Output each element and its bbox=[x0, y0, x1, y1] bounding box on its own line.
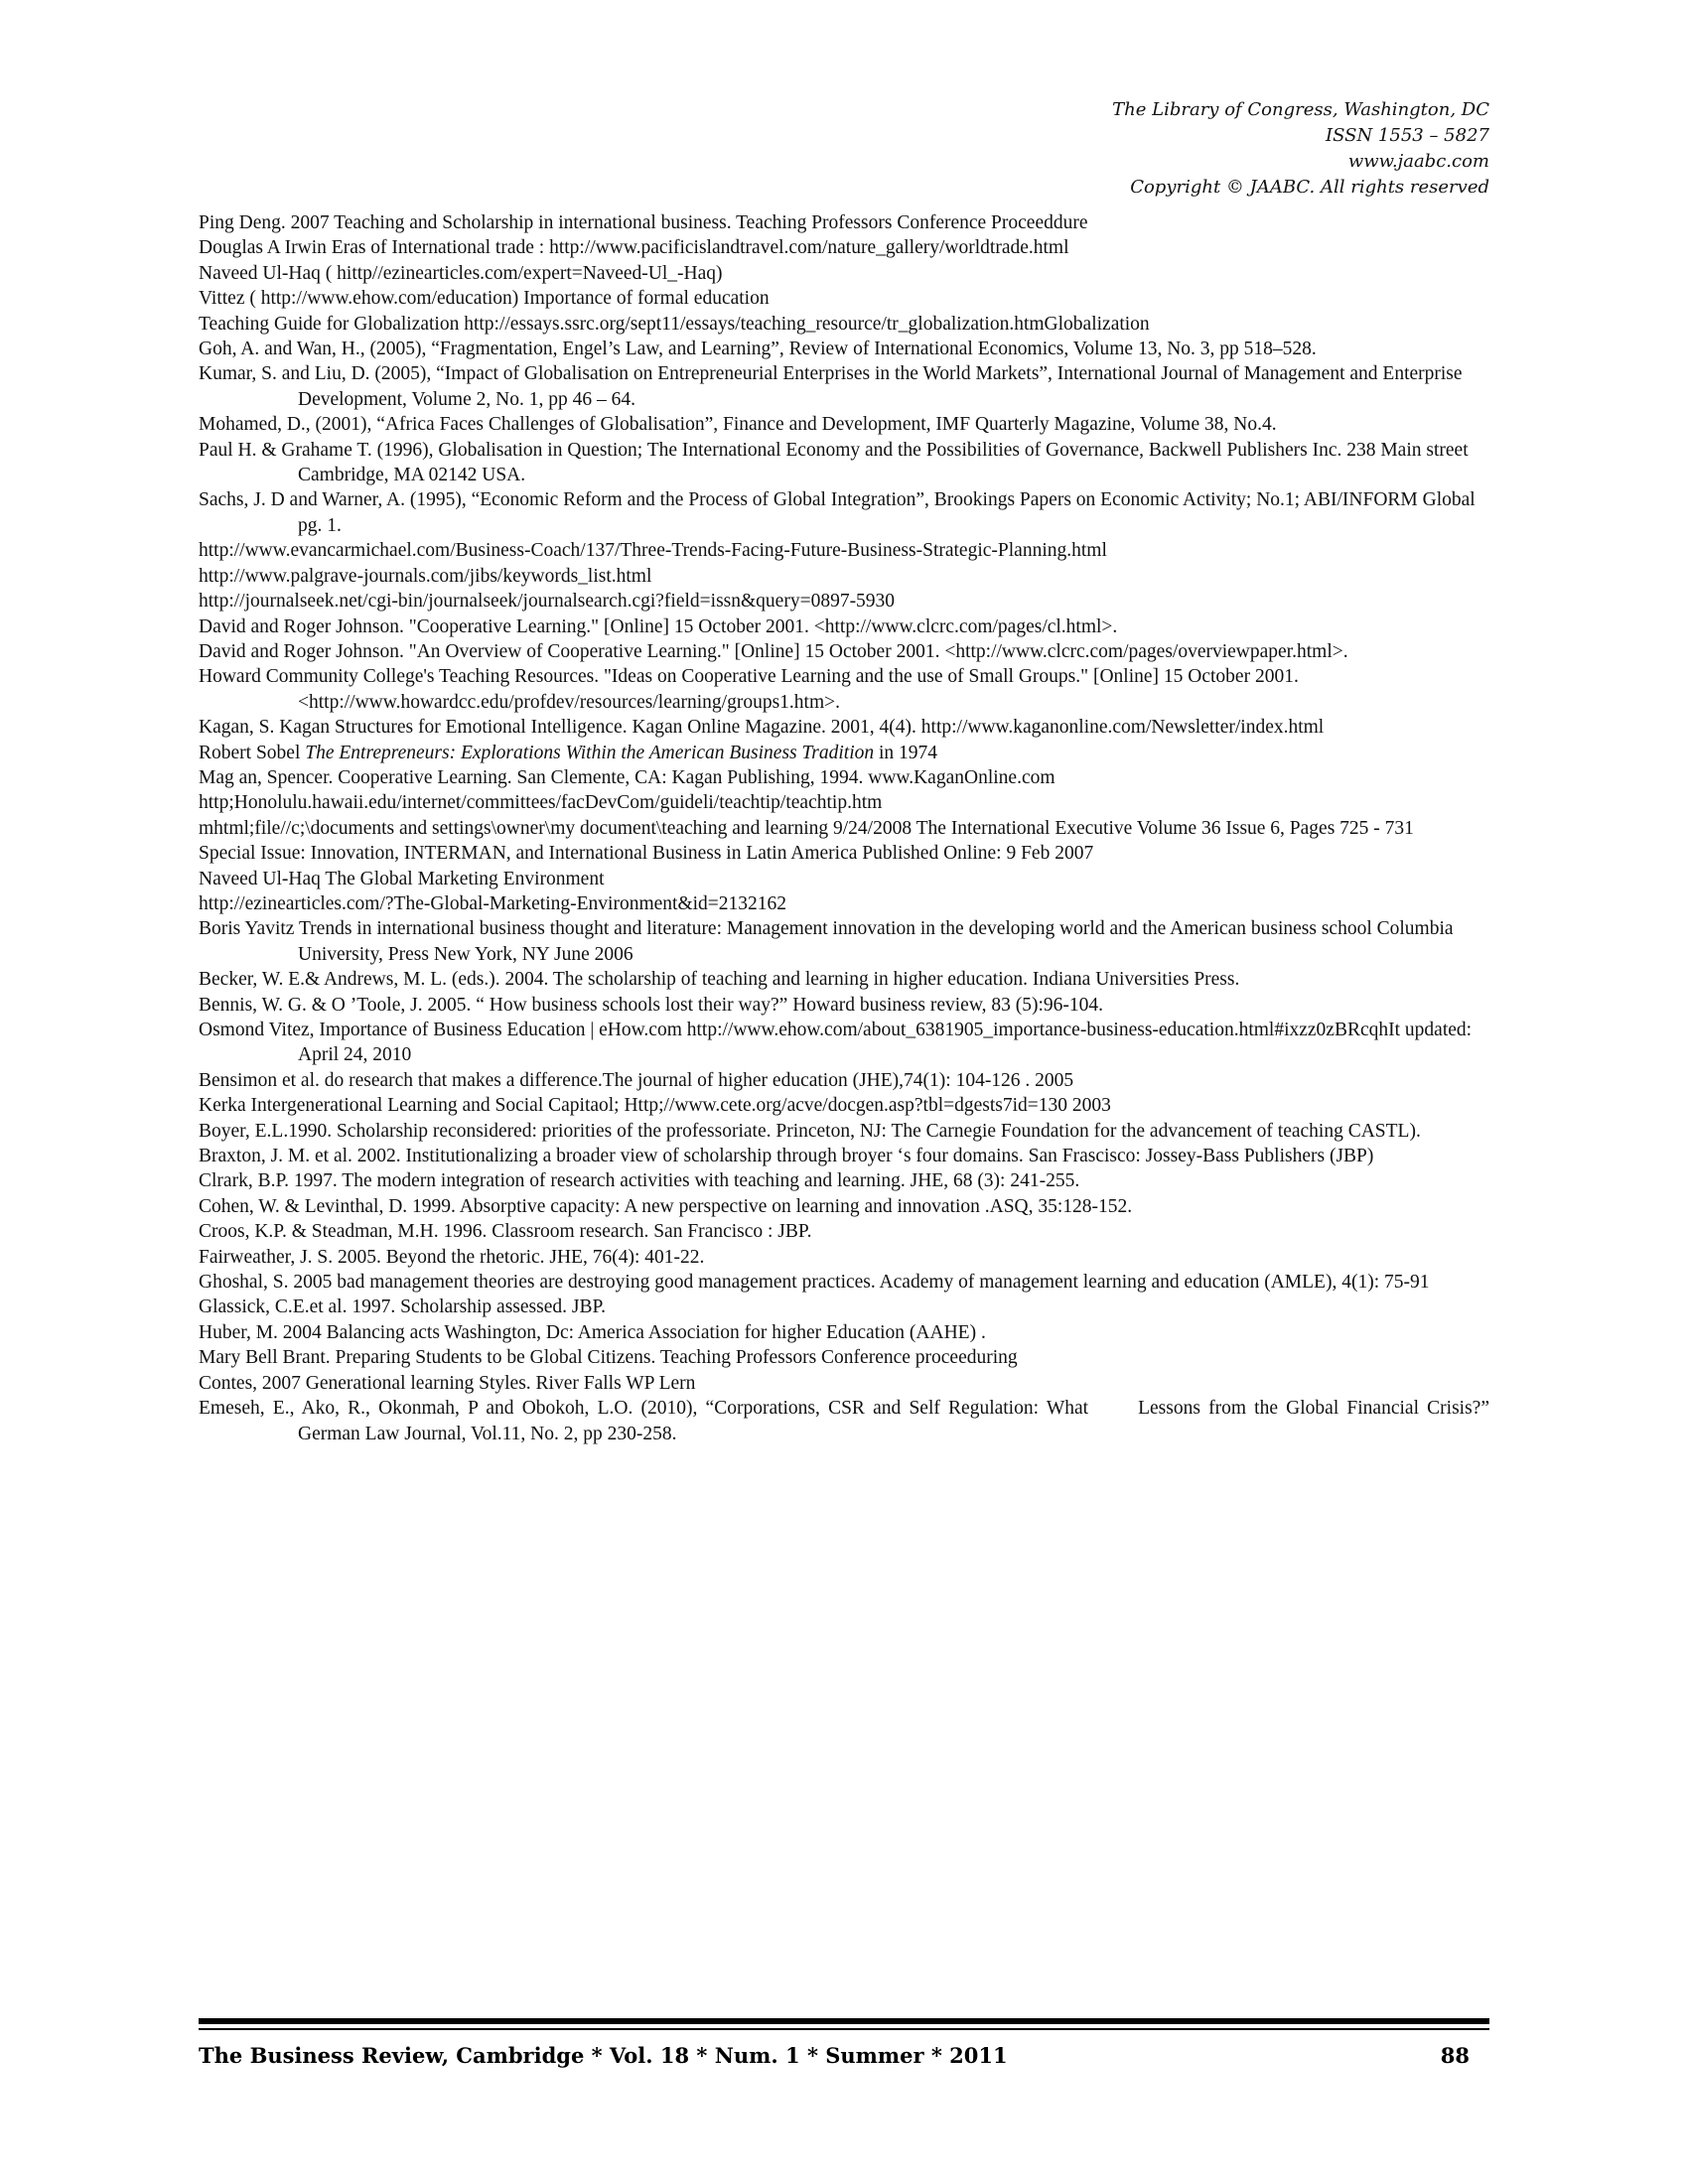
reference-part: Emeseh, E., Ako, R., Okonmah, P and Obokoh, L.O. (2010), “Corporations, CSR and Self Regulation: What bbox=[199, 1398, 1089, 1420]
reference-list bbox=[199, 210, 1489, 1446]
reference-item: Croos, K.P. & Steadman, M.H. 1996. Classroom research. San Francisco : JBP. bbox=[199, 1221, 812, 1243]
reference-item: Naveed Ul-Haq ( hittp//ezinearticles.com/expert=Naveed-Ul_-Haq) bbox=[199, 262, 723, 284]
reference-item: Cohen, W. & Levinthal, D. 1999. Absorptive capacity: A new perspective on learning and innovation .ASQ, 35:128-152. bbox=[199, 1195, 1133, 1217]
footer-rule-thin bbox=[199, 2028, 1489, 2030]
page-footer bbox=[199, 2043, 1470, 2079]
reference-item: Huber, M. 2004 Balancing acts Washington, Dc: America Association for higher Education (AAHE) . bbox=[199, 1321, 986, 1343]
reference-item: Naveed Ul-Haq The Global Marketing Environment bbox=[199, 868, 605, 889]
reference-item: Vittez ( http://www.ehow.com/education) Importance of formal education bbox=[199, 288, 770, 310]
reference-item: http;Honolulu.hawaii.edu/internet/committees/facDevCom/guideli/teachtip/teachtip.htm bbox=[199, 792, 883, 814]
reference-item: Goh, A. and Wan, H., (2005), “Fragmentation, Engel’s Law, and Learning”, Review of International Economics, Volume 13, No. 3, pp 518–528. bbox=[199, 339, 1317, 360]
reference-item: Ping Deng. 2007 Teaching and Scholarship in international business. Teaching Professors Conference Proceeddure bbox=[199, 212, 1088, 233]
reference-item: Bensimon et al. do research that makes a difference.The journal of higher education (JHE),74(1): 104-126 . 2005 bbox=[199, 1069, 1074, 1091]
reference-item: Ghoshal, S. 2005 bad management theories are destroying good management practices. Academy of management learning and education (AMLE), 4(1): 75-91 bbox=[199, 1272, 1430, 1294]
header-website: www.jaabc.com bbox=[1347, 151, 1489, 172]
reference-item: Mag an, Spencer. Cooperative Learning. San Clemente, CA: Kagan Publishing, 1994. www.KaganOnline.com bbox=[199, 766, 1055, 788]
reference-item: Glassick, C.E.et al. 1997. Scholarship assessed. JBP. bbox=[199, 1297, 607, 1318]
reference-item: Clrark, B.P. 1997. The modern integration of research activities with teaching and learning. JHE, 68 (3): 241-255. bbox=[199, 1170, 1080, 1192]
reference-item: Boris Yavitz Trends in international business thought and literature: Management innovation in the developing world and the American business school Columbia University, Press New York, NY June 2006 bbox=[199, 918, 1454, 965]
page-number: 88 bbox=[1440, 2043, 1470, 2068]
reference-item: Howard Community College's Teaching Resources. "Ideas on Cooperative Learning and the use of Small Groups." [Online] 15 October 2001. <http://www.howardcc.edu/profdev/resources/learning/groups1.htm>. bbox=[199, 666, 1299, 713]
reference-book-title: The Entrepreneurs: Explorations Within the American Business Tradition bbox=[305, 742, 875, 763]
reference-item: Osmond Vitez, Importance of Business Education | eHow.com http://www.ehow.com/about_6381905_importance-business-education.html#ixzz0zBRcqhIt updated: April 24, 2010 bbox=[199, 1020, 1473, 1066]
reference-item: mhtml;file//c;\documents and settings\owner\my document\teaching and learning 9/24/2008 The International Executive Volume 36 Issue 6, Pages 725 - 731 bbox=[199, 817, 1414, 839]
footer-rule-thick bbox=[199, 2018, 1489, 2024]
reference-item: http://www.palgrave-journals.com/jibs/keywords_list.html bbox=[199, 565, 652, 587]
reference-item: Kagan, S. Kagan Structures for Emotional Intelligence. Kagan Online Magazine. 2001, 4(4). http://www.kaganonline.com/Newsletter/index.html bbox=[199, 717, 1325, 739]
reference-item: Douglas A Irwin Eras of International trade : http://www.pacificislandtravel.com/nature_gallery/worldtrade.html bbox=[199, 237, 1069, 259]
reference-item: Kerka Intergenerational Learning and Social Capitaol; Http;//www.cete.org/acve/docgen.asp?tbl=dgests7id=130 2003 bbox=[199, 1095, 1111, 1117]
reference-item: Fairweather, J. S. 2005. Beyond the rhetoric. JHE, 76(4): 401-22. bbox=[199, 1246, 705, 1268]
reference-item: Mohamed, D., (2001), “Africa Faces Challenges of Globalisation”, Finance and Development, IMF Quarterly Magazine, Volume 38, No.4. bbox=[199, 414, 1277, 436]
header-library: The Library of Congress, Washington, DC bbox=[1112, 99, 1489, 120]
reference-item: http://www.evancarmichael.com/Business-Coach/137/Three-Trends-Facing-Future-Business-Strategic-Planning.html bbox=[199, 540, 1107, 562]
reference-item: Bennis, W. G. & O ’Toole, J. 2005. “ How business schools lost their way?” Howard business review, 83 (5):96-104. bbox=[199, 994, 1104, 1016]
reference-item bbox=[199, 741, 1489, 765]
reference-item: http://journalseek.net/cgi-bin/journalseek/journalsearch.cgi?field=issn&query=0897-5930 bbox=[199, 591, 896, 613]
header-copyright: Copyright © JAABC. All rights reserved bbox=[1130, 177, 1489, 198]
reference-year: in 1974 bbox=[874, 742, 938, 763]
reference-item: Mary Bell Brant. Preparing Students to be Global Citizens. Teaching Professors Conference proceeduring bbox=[199, 1347, 1018, 1369]
reference-item: David and Roger Johnson. "Cooperative Learning." [Online] 15 October 2001. <http://www.clcrc.com/pages/cl.html>. bbox=[199, 615, 1118, 637]
reference-part: Lessons from the Global Financial Crisis?” German Law Journal, Vol.11, No. 2, pp 230-258. bbox=[298, 1398, 1489, 1444]
reference-item bbox=[199, 1396, 1489, 1446]
reference-item: Paul H. & Grahame T. (1996), Globalisation in Question; The International Economy and the Possibilities of Governance, Backwell Publishers Inc. 238 Main street Cambridge, MA 02142 USA. bbox=[199, 439, 1469, 486]
reference-item: Becker, W. E.& Andrews, M. L. (eds.). 2004. The scholarship of teaching and learning in higher education. Indiana Universities Press. bbox=[199, 969, 1240, 991]
reference-item: Sachs, J. D and Warner, A. (1995), “Economic Reform and the Process of Global Integration”, Brookings Papers on Economic Activity; No.1; ABI/INFORM Global pg. 1. bbox=[199, 489, 1476, 536]
reference-item: Special Issue: Innovation, INTERMAN, and International Business in Latin America Published Online: 9 Feb 2007 bbox=[199, 843, 1094, 865]
reference-author: Robert Sobel bbox=[199, 742, 306, 763]
reference-item: David and Roger Johnson. "An Overview of Cooperative Learning." [Online] 15 October 2001. <http://www.clcrc.com/pages/overviewpaper.html>. bbox=[199, 640, 1348, 662]
reference-item: Contes, 2007 Generational learning Styles. River Falls WP Lern bbox=[199, 1372, 696, 1394]
reference-item: Braxton, J. M. et al. 2002. Institutionalizing a broader view of scholarship through broyer ‘s four domains. San Frascisco: Jossey-Bass Publishers (JBP) bbox=[199, 1146, 1374, 1167]
header-issn: ISSN 1553 – 5827 bbox=[1326, 125, 1489, 146]
page-header bbox=[794, 97, 1489, 201]
footer-journal: The Business Review, Cambridge * Vol. 18 * Num. 1 * Summer * 2011 bbox=[199, 2043, 1008, 2068]
reference-item: Teaching Guide for Globalization http://essays.ssrc.org/sept11/essays/teaching_resource/tr_globalization.htmGlobalization bbox=[199, 313, 1150, 335]
reference-item: Kumar, S. and Liu, D. (2005), “Impact of Globalisation on Entrepreneurial Enterprises in the World Markets”, International Journal of Management and Enterprise Development, Volume 2, No. 1, pp 46 – 64. bbox=[199, 363, 1463, 410]
reference-item: Boyer, E.L.1990. Scholarship reconsidered: priorities of the professoriate. Princeton, NJ: The Carnegie Foundation for the advancement of teaching CASTL). bbox=[199, 1120, 1421, 1142]
reference-item: http://ezinearticles.com/?The-Global-Marketing-Environment&id=2132162 bbox=[199, 892, 787, 914]
